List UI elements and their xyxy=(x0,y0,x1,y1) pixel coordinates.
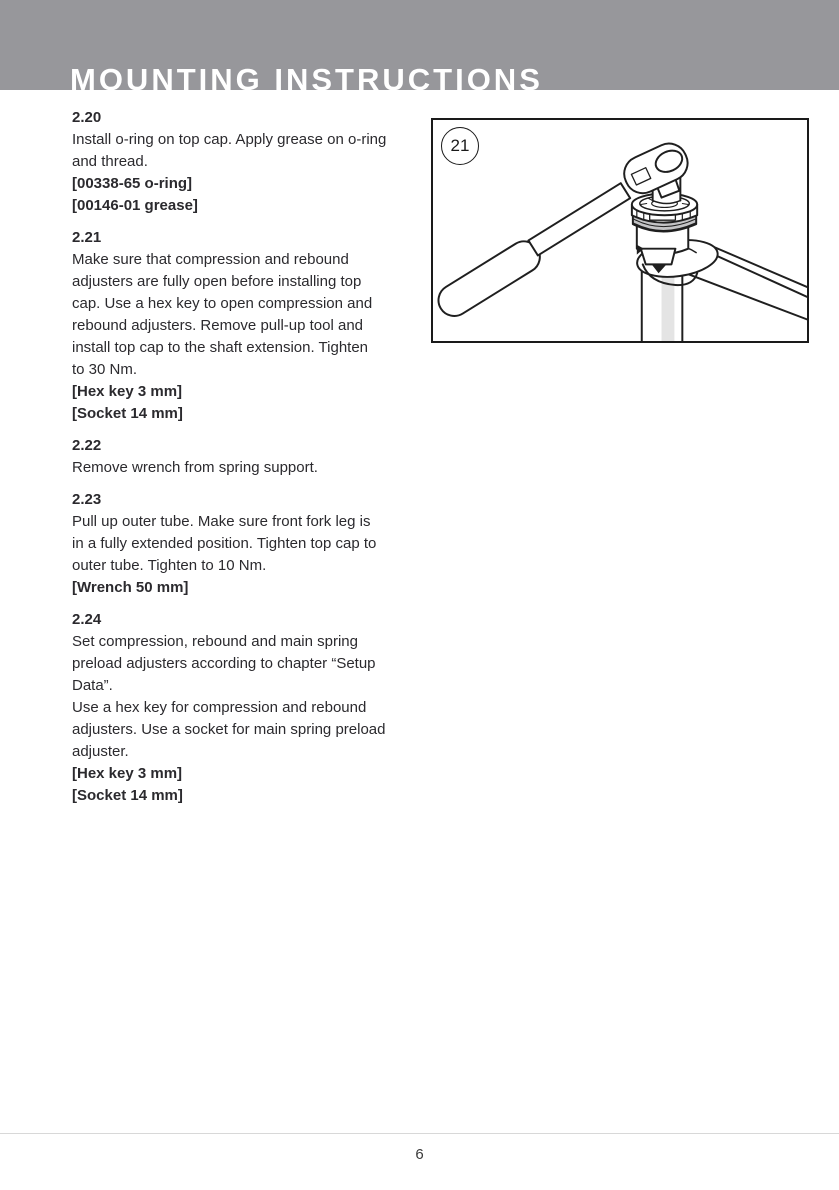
instruction-section xyxy=(72,609,420,807)
section-line: Data”. xyxy=(72,677,113,694)
section-line: Set compression, rebound and main spring xyxy=(72,633,358,650)
section-line: adjusters. Use a socket for main spring preload xyxy=(72,721,386,738)
section-line: Remove wrench from spring support. xyxy=(72,459,318,476)
fork-topcap-wrench-illustration-icon xyxy=(433,120,807,341)
section-number: 2.23 xyxy=(72,491,102,508)
figure-number: 21 xyxy=(450,136,470,155)
instruction-section xyxy=(72,489,420,599)
section-line: [Hex key 3 mm] xyxy=(72,765,183,782)
section-line: [Hex key 3 mm] xyxy=(72,383,183,400)
section-line: install top cap to the shaft extension. Tighten xyxy=(72,339,369,356)
section-line: [Socket 14 mm] xyxy=(72,787,183,804)
instruction-section xyxy=(72,227,420,425)
section-line: outer tube. Tighten to 10 Nm. xyxy=(72,557,267,574)
section-number: 2.21 xyxy=(72,229,102,246)
section-line: in a fully extended position. Tighten top cap to xyxy=(72,535,377,552)
instructions-column xyxy=(72,107,420,817)
section-line: Use a hex key for compression and rebound xyxy=(72,699,367,716)
section-line: preload adjusters according to chapter “Setup xyxy=(72,655,376,672)
footer-divider xyxy=(0,1133,839,1134)
section-line: Pull up outer tube. Make sure front fork leg is xyxy=(72,513,371,530)
section-number: 2.22 xyxy=(72,437,102,454)
section-line: [00338-65 o-ring] xyxy=(72,175,193,192)
page-number: 6 xyxy=(415,1146,424,1163)
section-number: 2.20 xyxy=(72,109,102,126)
section-line: Install o-ring on top cap. Apply grease on o-ring xyxy=(72,131,387,148)
section-line: adjusters are fully open before installing top xyxy=(72,273,362,290)
section-line: [00146-01 grease] xyxy=(72,197,198,214)
section-line: [Wrench 50 mm] xyxy=(72,579,189,596)
page-title: MOUNTING INSTRUCTIONS xyxy=(70,62,543,97)
section-line: rebound adjusters. Remove pull-up tool and xyxy=(72,317,364,334)
page-header xyxy=(0,0,839,97)
figure-box xyxy=(431,118,809,343)
instruction-section xyxy=(72,435,420,479)
section-line: Make sure that compression and rebound xyxy=(72,251,349,268)
figure-number-badge xyxy=(441,127,479,165)
section-line: cap. Use a hex key to open compression and xyxy=(72,295,373,312)
section-line: to 30 Nm. xyxy=(72,361,138,378)
instruction-section xyxy=(72,107,420,217)
section-line: adjuster. xyxy=(72,743,129,760)
section-number: 2.24 xyxy=(72,611,102,628)
section-line: [Socket 14 mm] xyxy=(72,405,183,422)
section-line: and thread. xyxy=(72,153,148,170)
